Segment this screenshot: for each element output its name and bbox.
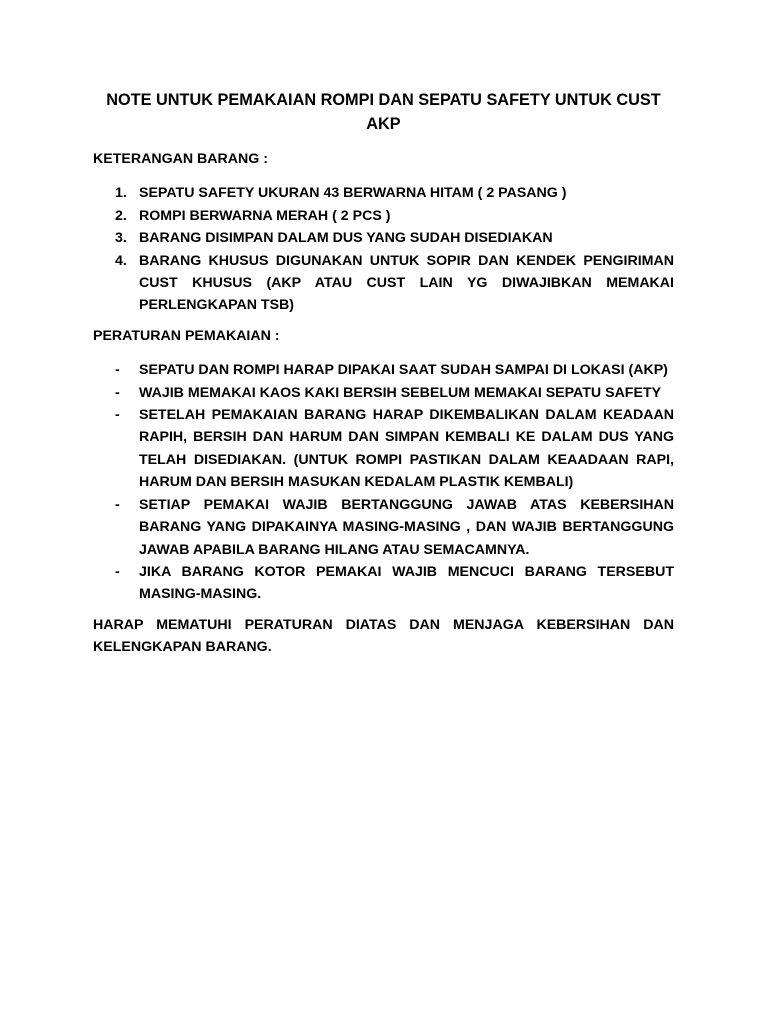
list-number: 3. [115, 230, 127, 247]
list-number: 4. [115, 252, 127, 269]
list-item-text: SEPATU SAFETY UKURAN 43 BERWARNA HITAM ( 2 PASANG ) [139, 185, 567, 202]
list-item [93, 404, 674, 494]
list-item [93, 494, 674, 561]
list-item-text: SEPATU DAN ROMPI HARAP DIPAKAI SAAT SUDAH SAMPAI DI LOKASI (AKP) [139, 362, 668, 379]
list-number: 1. [115, 185, 127, 202]
list-item-text: BARANG KHUSUS DIGUNAKAN UNTUK SOPIR DAN KENDEK PENGIRIMAN CUST KHUSUS (AKP ATAU CUST LAIN YG DIWAJIBKAN MEMAKAI PERLENGKAPAN TSB) [139, 252, 674, 314]
list-item-text: BARANG DISIMPAN DALAM DUS YANG SUDAH DISEDIAKAN [139, 230, 553, 247]
list-item [93, 382, 674, 404]
document-title: NOTE UNTUK PEMAKAIAN ROMPI DAN SEPATU SAFETY UNTUK CUST AKP [106, 91, 661, 133]
list-item-text: SETIAP PEMAKAI WAJIB BERTANGGUNG JAWAB ATAS KEBERSIHAN BARANG YANG DIPAKAINYA MASING-MASING , DAN WAJIB BERTANGGUNG JAWAB APABILA BARANG HILANG ATAU SEMACAMNYA. [139, 496, 674, 558]
list-item-text: WAJIB MEMAKAI KAOS KAKI BERSIH SEBELUM MEMAKAI SEPATU SAFETY [139, 384, 662, 401]
list-item [93, 227, 674, 249]
list-item [93, 205, 674, 227]
list-dash: - [115, 496, 120, 513]
list-item [93, 250, 674, 317]
peraturan-heading: PERATURAN PEMAKAIAN : [93, 327, 280, 344]
document-body [93, 88, 674, 659]
list-number: 2. [115, 207, 127, 224]
list-item [93, 359, 674, 381]
list-dash: - [115, 407, 120, 424]
keterangan-heading: KETERANGAN BARANG : [93, 151, 268, 167]
list-item [93, 561, 674, 606]
list-dash: - [115, 563, 120, 580]
list-item-text: SETELAH PEMAKAIAN BARANG HARAP DIKEMBALIKAN DALAM KEADAAN RAPIH, BERSIH DAN HARUM DAN SIMPAN KEMBALI KE DALAM DUS YANG TELAH DISEDIAKAN. (UNTUK ROMPI PASTIKAN DALAM KEAADAAN RAPI, HARUM DAN BERSIH MASUKAN KEDALAM PLASTIK KEMBALI) [139, 407, 674, 491]
peraturan-list [93, 359, 674, 605]
keterangan-list [93, 182, 674, 316]
list-dash: - [115, 384, 120, 401]
list-item [93, 182, 674, 204]
list-item-text: ROMPI BERWARNA MERAH ( 2 PCS ) [139, 207, 391, 224]
closing-paragraph: HARAP MEMATUHI PERATURAN DIATAS DAN MENJAGA KEBERSIHAN DAN KELENGKAPAN BARANG. [93, 616, 674, 656]
list-dash: - [115, 362, 120, 379]
list-item-text: JIKA BARANG KOTOR PEMAKAI WAJIB MENCUCI BARANG TERSEBUT MASING-MASING. [139, 563, 674, 603]
